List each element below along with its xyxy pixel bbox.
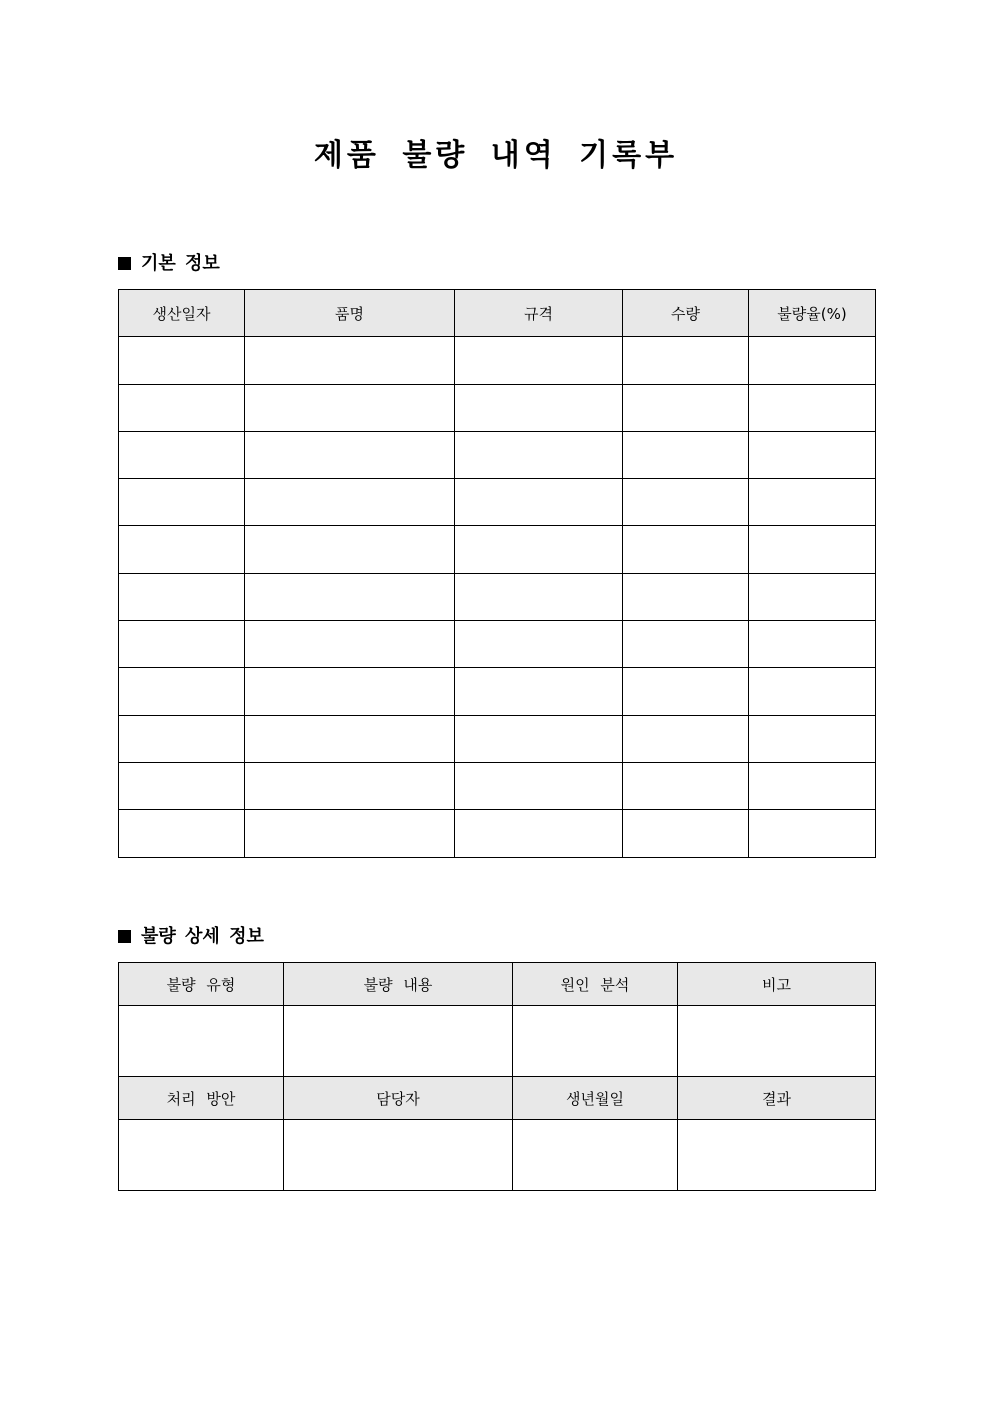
input-cell-product-name[interactable] <box>245 810 455 857</box>
input-cell-quantity[interactable] <box>623 715 749 762</box>
input-cell-product-name[interactable] <box>245 479 455 526</box>
table-row <box>119 526 876 573</box>
input-cell-cause-analysis[interactable] <box>513 1006 678 1077</box>
basic-info-table-body <box>119 337 876 857</box>
input-cell-person-in-charge[interactable] <box>284 1120 513 1191</box>
column-header-cause-analysis: 원인 분석 <box>513 963 678 1006</box>
table-row <box>119 668 876 715</box>
input-cell-spec[interactable] <box>455 810 623 857</box>
input-cell-remarks[interactable] <box>678 1006 876 1077</box>
input-cell-product-name[interactable] <box>245 668 455 715</box>
column-header-quantity: 수량 <box>623 290 749 337</box>
input-cell-quantity[interactable] <box>623 762 749 809</box>
input-cell-spec[interactable] <box>455 526 623 573</box>
input-cell-defect-rate[interactable] <box>749 762 876 809</box>
table-header-row <box>119 963 876 1006</box>
square-bullet-icon <box>118 257 131 270</box>
input-cell-quantity[interactable] <box>623 621 749 668</box>
section-heading-label: 기본 정보 <box>141 253 220 274</box>
input-cell-defect-rate[interactable] <box>749 810 876 857</box>
table-row <box>119 621 876 668</box>
column-header-result: 결과 <box>678 1077 876 1120</box>
input-cell-spec[interactable] <box>455 668 623 715</box>
section-heading-detail <box>118 925 264 949</box>
defect-detail-table <box>118 962 876 1191</box>
column-header-defect-content: 불량 내용 <box>284 963 513 1006</box>
table-row <box>119 573 876 620</box>
input-cell-spec[interactable] <box>455 573 623 620</box>
column-header-remarks: 비고 <box>678 963 876 1006</box>
input-cell-production-date[interactable] <box>119 337 245 384</box>
input-cell-production-date[interactable] <box>119 668 245 715</box>
table-row <box>119 810 876 857</box>
input-cell-spec[interactable] <box>455 715 623 762</box>
input-cell-defect-type[interactable] <box>119 1006 284 1077</box>
input-cell-defect-rate[interactable] <box>749 526 876 573</box>
input-cell-quantity[interactable] <box>623 668 749 715</box>
column-header-spec: 규격 <box>455 290 623 337</box>
table-row <box>119 1006 876 1077</box>
basic-info-table <box>118 289 876 858</box>
input-cell-product-name[interactable] <box>245 384 455 431</box>
input-cell-defect-rate[interactable] <box>749 384 876 431</box>
input-cell-defect-content[interactable] <box>284 1006 513 1077</box>
input-cell-production-date[interactable] <box>119 573 245 620</box>
table-row <box>119 1120 876 1191</box>
input-cell-spec[interactable] <box>455 621 623 668</box>
column-header-defect-type: 불량 유형 <box>119 963 284 1006</box>
input-cell-spec[interactable] <box>455 762 623 809</box>
input-cell-spec[interactable] <box>455 431 623 478</box>
section-heading-label: 불량 상세 정보 <box>141 926 264 947</box>
input-cell-production-date[interactable] <box>119 621 245 668</box>
input-cell-action-plan[interactable] <box>119 1120 284 1191</box>
input-cell-spec[interactable] <box>455 479 623 526</box>
input-cell-defect-rate[interactable] <box>749 337 876 384</box>
input-cell-spec[interactable] <box>455 337 623 384</box>
input-cell-defect-rate[interactable] <box>749 573 876 620</box>
table-row <box>119 479 876 526</box>
input-cell-production-date[interactable] <box>119 526 245 573</box>
input-cell-product-name[interactable] <box>245 526 455 573</box>
table-row <box>119 337 876 384</box>
column-header-product-name: 품명 <box>245 290 455 337</box>
input-cell-production-date[interactable] <box>119 479 245 526</box>
table-row <box>119 384 876 431</box>
input-cell-quantity[interactable] <box>623 431 749 478</box>
input-cell-birth-date[interactable] <box>513 1120 678 1191</box>
page-title: 제품 불량 내역 기록부 <box>313 138 679 173</box>
table-row <box>119 715 876 762</box>
input-cell-production-date[interactable] <box>119 384 245 431</box>
input-cell-quantity[interactable] <box>623 526 749 573</box>
input-cell-spec[interactable] <box>455 384 623 431</box>
input-cell-product-name[interactable] <box>245 337 455 384</box>
square-bullet-icon <box>118 930 131 943</box>
input-cell-production-date[interactable] <box>119 431 245 478</box>
input-cell-defect-rate[interactable] <box>749 715 876 762</box>
input-cell-production-date[interactable] <box>119 715 245 762</box>
input-cell-product-name[interactable] <box>245 621 455 668</box>
input-cell-quantity[interactable] <box>623 810 749 857</box>
table-row <box>119 431 876 478</box>
input-cell-production-date[interactable] <box>119 762 245 809</box>
input-cell-defect-rate[interactable] <box>749 431 876 478</box>
input-cell-quantity[interactable] <box>623 573 749 620</box>
column-header-action-plan: 처리 방안 <box>119 1077 284 1120</box>
input-cell-product-name[interactable] <box>245 573 455 620</box>
input-cell-defect-rate[interactable] <box>749 621 876 668</box>
input-cell-quantity[interactable] <box>623 479 749 526</box>
column-header-birth-date: 생년월일 <box>513 1077 678 1120</box>
column-header-person-in-charge: 담당자 <box>284 1077 513 1120</box>
input-cell-product-name[interactable] <box>245 762 455 809</box>
column-header-defect-rate: 불량율(%) <box>749 290 876 337</box>
table-row <box>119 762 876 809</box>
input-cell-defect-rate[interactable] <box>749 479 876 526</box>
input-cell-product-name[interactable] <box>245 431 455 478</box>
table-header-row <box>119 290 876 337</box>
input-cell-defect-rate[interactable] <box>749 668 876 715</box>
input-cell-production-date[interactable] <box>119 810 245 857</box>
input-cell-quantity[interactable] <box>623 337 749 384</box>
table-header-row <box>119 1077 876 1120</box>
input-cell-quantity[interactable] <box>623 384 749 431</box>
input-cell-result[interactable] <box>678 1120 876 1191</box>
column-header-production-date: 생산일자 <box>119 290 245 337</box>
input-cell-product-name[interactable] <box>245 715 455 762</box>
section-heading-basic <box>118 252 220 276</box>
